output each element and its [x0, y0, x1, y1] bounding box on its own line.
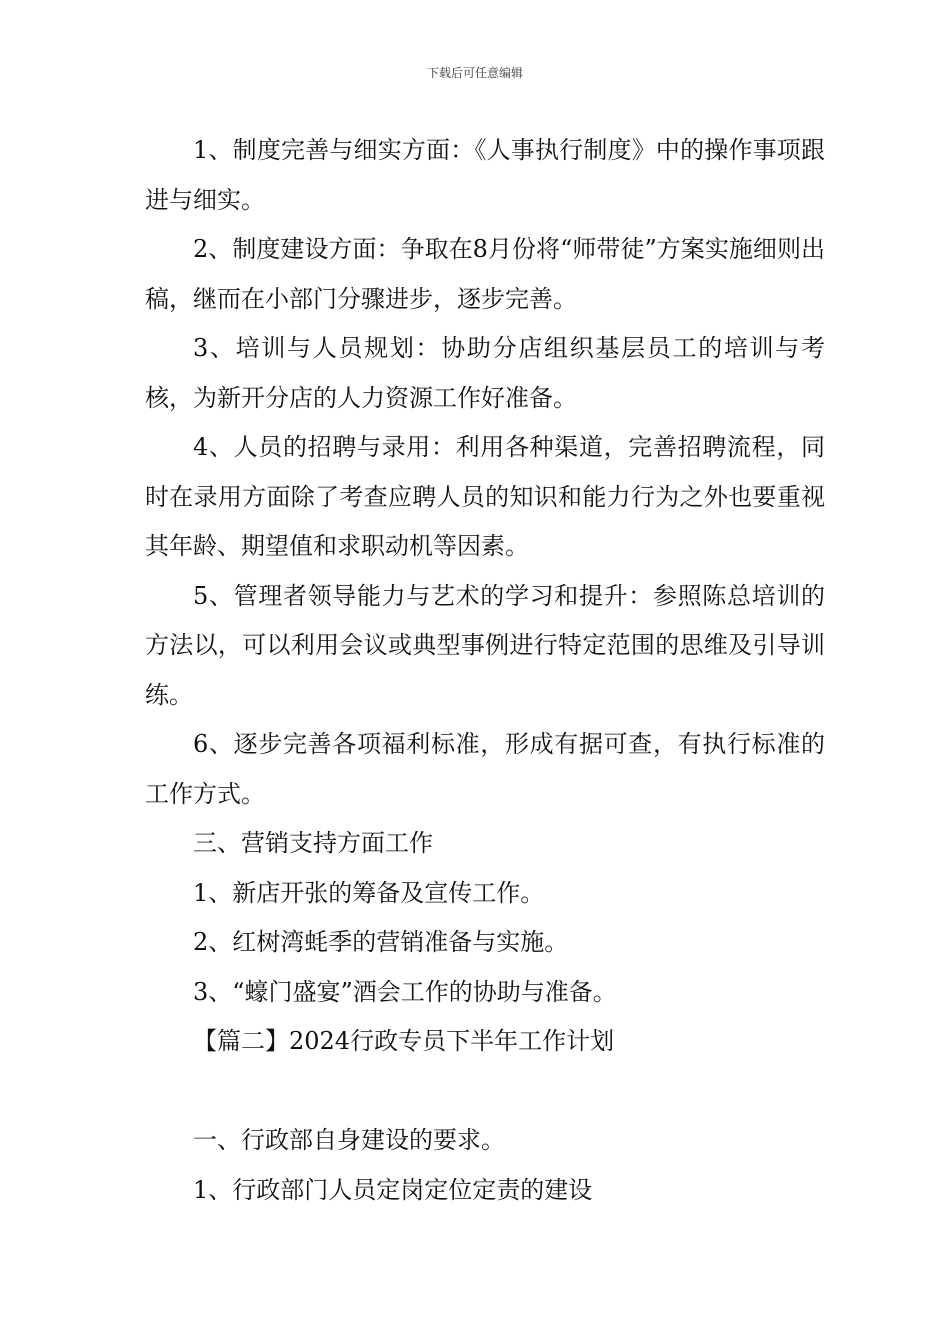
marketing-item-3: 3、“蠔门盛宴”酒会工作的协助与准备。: [193, 977, 617, 1006]
document-body: [145, 126, 825, 1215]
paragraph-item-2: 2、制度建设方面：争取在8月份将“师带徒”方案实施细则出稿，继而在小部门分骤进步，逐步完善。: [145, 235, 825, 313]
chapter-heading: 【篇二】2024行政专员下半年工作计划: [193, 1027, 615, 1055]
paragraph-item-1: 1、制度完善与细实方面：《人事执行制度》中的操作事项跟进与细实。: [145, 136, 825, 214]
paragraph-item-4: 4、人员的招聘与录用：利用各种渠道，完善招聘流程，同时在录用方面除了考查应聘人员的知识和能力行为之外也要重视其年龄、期望值和求职动机等因素。: [145, 433, 825, 560]
blank-line: [145, 1067, 825, 1117]
paragraph-item-3: 3、培训与人员规划：协助分店组织基层员工的培训与考核，为新开分店的人力资源工作好准备。: [145, 334, 825, 412]
paragraph-item-5: 5、管理者领导能力与艺术的学习和提升：参照陈总培训的方法以，可以利用会议或典型事例进行特定范围的思维及引导训练。: [145, 581, 825, 709]
page-header: 下载后可任意编辑: [426, 66, 523, 80]
paragraph-item-6: 6、逐步完善各项福利标准，形成有据可查，有执行标准的工作方式。: [145, 730, 825, 808]
marketing-item-2: 2、红树湾蚝季的营销准备与实施。: [193, 928, 569, 956]
admin-item-1: 1、行政部门人员定岗定位定责的建设: [193, 1175, 593, 1204]
marketing-item-1: 1、新店开张的筹备及宣传工作。: [193, 878, 545, 907]
section-heading-admin: 一、行政部自身建设的要求。: [193, 1126, 505, 1154]
section-heading-marketing: 三、营销支持方面工作: [193, 829, 433, 857]
